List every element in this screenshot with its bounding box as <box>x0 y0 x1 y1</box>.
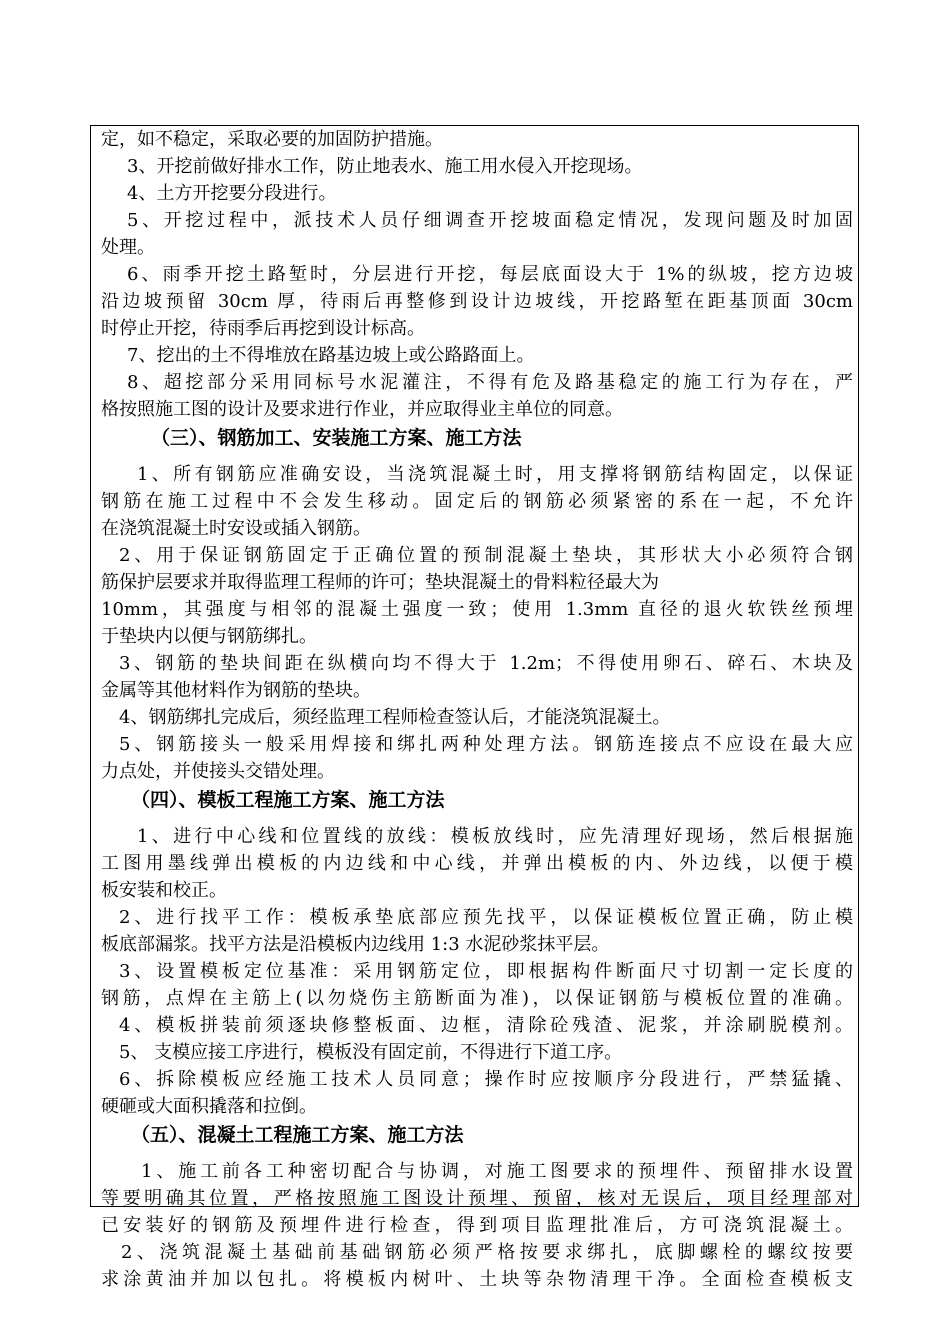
text-line: 6、拆除模板应经施工技术人员同意；操作时应按顺序分段进行，严禁猛撬、 <box>119 1069 853 1090</box>
document-table-cell <box>90 125 859 1290</box>
text-line: 2、浇筑混凝土基础前基础钢筋必须严格按要求绑扎，底脚螺栓的螺纹按要 <box>121 1242 853 1263</box>
section-heading: （四）、模板工程施工方案、施工方法 <box>131 789 445 811</box>
text-line: 力点处，并使接头交错处理。 <box>101 761 335 782</box>
text-line: 5、 支模应接工序进行，模板没有固定前，不得进行下道工序。 <box>119 1042 623 1063</box>
text-line: 2、进行找平工作：模板承垫底部应预先找平，以保证模板位置正确，防止模 <box>119 907 853 928</box>
text-line: 3、开挖前做好排水工作，防止地表水、施工用水侵入开挖现场。 <box>127 156 643 177</box>
text-line: 1、所有钢筋应准确安设，当浇筑混凝土时，用支撑将钢筋结构固定，以保证 <box>137 464 853 485</box>
document-body <box>101 126 853 1293</box>
text-line: 工图用墨线弹出模板的内边线和中心线，并弹出模板的内、外边线，以便于模 <box>101 853 853 874</box>
text-line: 8、超挖部分采用同标号水泥灌注，不得有危及路基稳定的施工行为存在，严 <box>127 372 853 393</box>
text-line: 4、钢筋绑扎完成后，须经监理工程师检查签认后，才能浇筑混凝土。 <box>119 707 671 728</box>
text-line: 4、土方开挖要分段进行。 <box>127 183 337 204</box>
text-line: 7、挖出的土不得堆放在路基边坡上或公路路面上。 <box>127 345 535 366</box>
text-line: 处理。 <box>101 237 155 258</box>
text-line: 钢筋在施工过程中不会发生移动。固定后的钢筋必须紧密的系在一起，不允许 <box>101 491 853 512</box>
text-line: 6、雨季开挖土路堑时，分层进行开挖，每层底面设大于 1%的纵坡，挖方边坡 <box>127 264 853 285</box>
text-line: 定，如不稳定，采取必要的加固防护措施。 <box>101 129 443 150</box>
text-line: 格按照施工图的设计及要求进行作业，并应取得业主单位的同意。 <box>101 399 623 420</box>
text-line: 时停止开挖，待雨季后再挖到设计标高。 <box>101 318 425 339</box>
text-line: 1、施工前各工种密切配合与协调，对施工图要求的预埋件、预留排水设置 <box>141 1161 853 1182</box>
text-line: 板安装和校正。 <box>101 880 227 901</box>
text-line: 在浇筑混凝土时安设或插入钢筋。 <box>101 518 371 539</box>
text-line: 等要明确其位置，严格按照施工图设计预埋、预留，核对无误后，项目经理部对 <box>101 1188 853 1209</box>
text-line: 于垫块内以便与钢筋绑扎。 <box>101 626 317 647</box>
text-line: 5、钢筋接头一般采用焊接和绑扎两种处理方法。钢筋连接点不应设在最大应 <box>119 734 853 755</box>
text-line: 已安装好的钢筋及预埋件进行检查，得到项目监理批准后，方可浇筑混凝土。 <box>101 1215 853 1236</box>
text-line: 板底部漏浆。找平方法是沿模板内边线用 1:3 水泥砂浆抹平层。 <box>101 934 610 955</box>
section-heading: （三）、钢筋加工、安装施工方案、施工方法 <box>151 427 522 449</box>
text-line: 3、钢筋的垫块间距在纵横向均不得大于 1.2m；不得使用卵石、碎石、木块及 <box>119 653 853 674</box>
text-line: 10mm，其强度与相邻的混凝土强度一致；使用 1.3mm 直径的退火软铁丝预埋 <box>101 599 853 620</box>
section-heading: （五）、混凝土工程施工方案、施工方法 <box>131 1124 464 1146</box>
text-line: 1、进行中心线和位置线的放线：模板放线时，应先清理好现场，然后根据施 <box>137 826 853 847</box>
text-line: 2、用于保证钢筋固定于正确位置的预制混凝土垫块，其形状大小必须符合钢 <box>119 545 853 566</box>
text-line: 沿边坡预留 30cm 厚，待雨后再整修到设计边坡线，开挖路堑在距基顶面 30cm <box>101 291 853 312</box>
text-line: 5、开挖过程中，派技术人员仔细调查开挖坡面稳定情况，发现问题及时加固 <box>127 210 853 231</box>
text-line: 筋保护层要求并取得监理工程师的许可；垫块混凝土的骨料粒径最大为 <box>101 572 659 593</box>
text-line: 4、模板拼装前须逐块修整板面、边框，清除砼残渣、泥浆，并涂刷脱模剂。 <box>119 1015 853 1036</box>
text-line: 金属等其他材料作为钢筋的垫块。 <box>101 680 371 701</box>
text-line: 求涂黄油并加以包扎。将模板内树叶、土块等杂物清理干净。全面检查模板支 <box>101 1269 853 1290</box>
text-line: 钢筋，点焊在主筋上(以勿烧伤主筋断面为准)，以保证钢筋与模板位置的准确。 <box>101 988 853 1009</box>
text-line: 硬砸或大面积撬落和拉倒。 <box>101 1096 317 1117</box>
text-line: 3、设置模板定位基准：采用钢筋定位，即根据构件断面尺寸切割一定长度的 <box>119 961 853 982</box>
